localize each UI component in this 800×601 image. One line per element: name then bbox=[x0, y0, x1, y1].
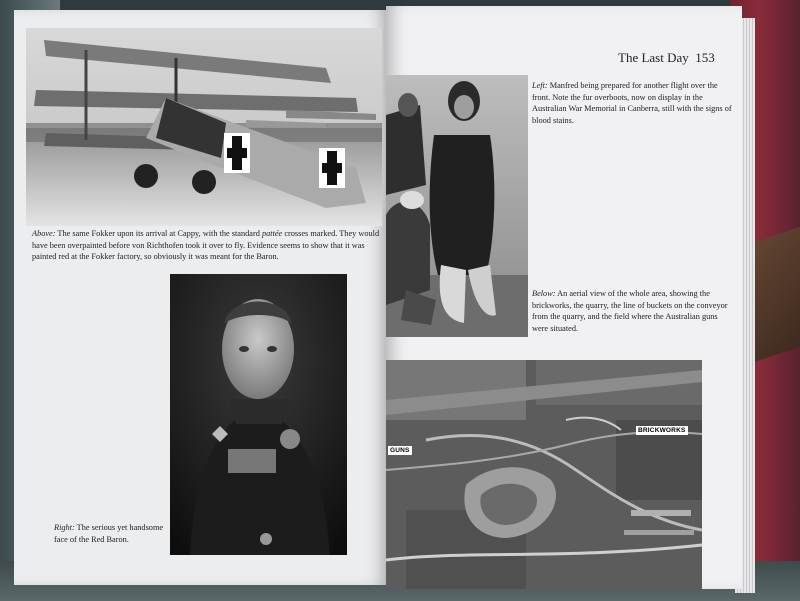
page-number: 153 bbox=[695, 50, 715, 65]
caption-right-text: The serious yet handsome face of the Red Baron. bbox=[54, 523, 164, 544]
portrait-photo bbox=[170, 274, 347, 555]
right-page bbox=[386, 6, 742, 589]
caption-above-prefix: Above: bbox=[32, 229, 56, 238]
caption-below-text: An aerial view of the whole area, showing the brickworks, the quarry, the line of buckets on the conveyor from the quarry, and the field where the Australian guns were situated. bbox=[532, 289, 728, 333]
caption-left-text: Manfred being prepared for another flight over the front. Note the fur overboots, now on display in the Australian War Memorial in Canberra, still with the signs of blood stains. bbox=[532, 81, 732, 125]
caption-left-prefix: Left: bbox=[532, 81, 548, 90]
caption-right-prefix: Right: bbox=[54, 523, 75, 532]
chapter-title: The Last Day bbox=[618, 50, 689, 65]
caption-below-prefix: Below: bbox=[532, 289, 556, 298]
page-header bbox=[618, 50, 715, 66]
left-page bbox=[14, 10, 388, 585]
preparation-photo bbox=[386, 75, 528, 337]
map-label-brickworks: BRICKWORKS bbox=[638, 427, 686, 434]
caption-above bbox=[32, 228, 384, 263]
map-label-guns: GUNS bbox=[390, 447, 410, 454]
caption-above-italic: pattée bbox=[261, 229, 283, 238]
caption-above-text-1: The same Fokker upon its arrival at Cappy, with the standard bbox=[55, 229, 262, 238]
caption-below bbox=[532, 288, 732, 334]
fokker-triplane-photo bbox=[26, 28, 382, 226]
caption-right bbox=[54, 522, 166, 545]
caption-left bbox=[532, 80, 732, 126]
aerial-view-photo bbox=[386, 360, 702, 589]
caption-above-text-2: crosses marked. They would have been overpainted before von Richthofen took it over to fly. Evidence seems to show that it was painted red at the Fokker factory, so obviously it was meant for the Baron. bbox=[32, 229, 380, 262]
